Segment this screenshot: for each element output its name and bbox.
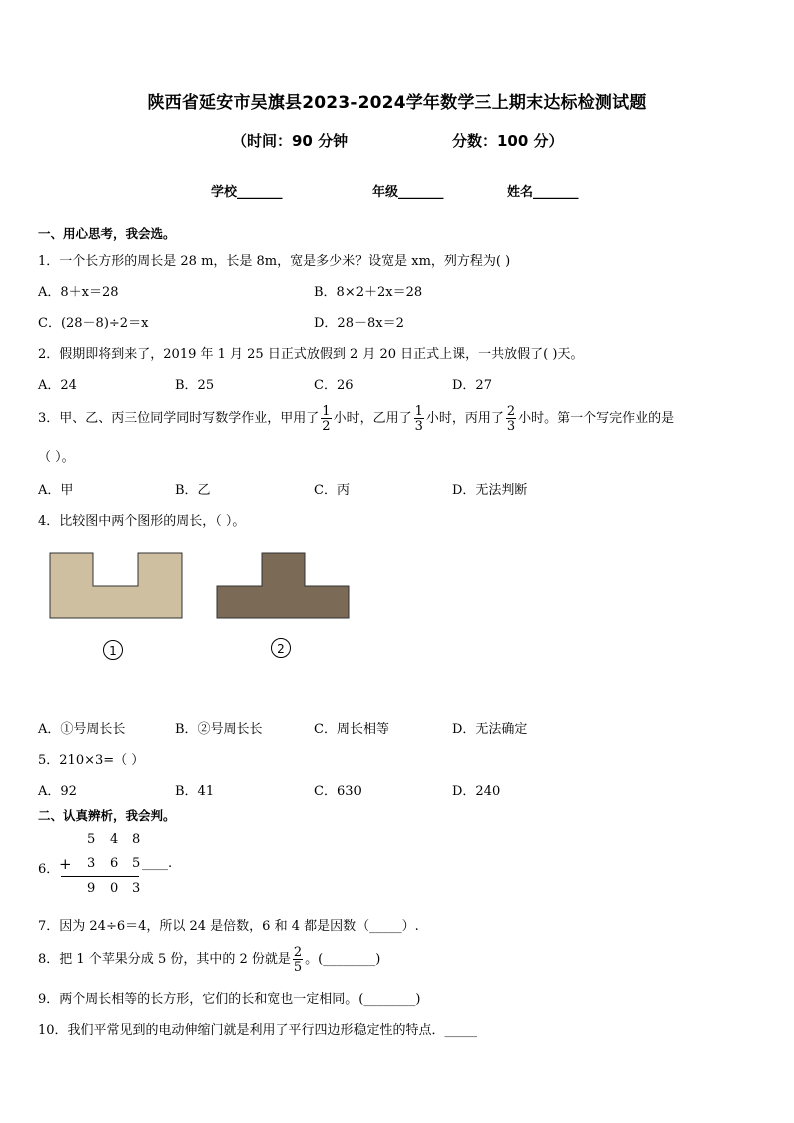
section2-heading: 二、认真辨析，我会判。	[38, 808, 176, 823]
digit: 6	[110, 856, 119, 871]
perimeter-figures	[40, 545, 370, 670]
q2-option-b: B．25	[175, 378, 215, 393]
q8-text-part1: 8．把 1 个苹果分成 5 份，其中的 2 份就是	[38, 952, 291, 967]
digit: 3	[132, 881, 141, 896]
question-1: 1．一个长方形的周长是 28 m，长是 8m，宽是多少米？设宽是 xm，列方程为( )	[38, 254, 511, 269]
q3-text-part1: 3．甲、乙、丙三位同学同时写数学作业，甲用了	[38, 411, 320, 426]
q4-option-a: A．①号周长长	[38, 722, 126, 737]
q4-option-d: D．无法确定	[452, 722, 528, 737]
q4-option-b: B．②号周长长	[175, 722, 263, 737]
digit: 5	[87, 832, 96, 847]
q3-text-part4: 小时。第一个写完作业的是	[518, 411, 675, 426]
digit: 8	[132, 832, 141, 847]
q3-option-b: B．乙	[175, 483, 211, 498]
exam-time: （时间：90 分钟	[232, 132, 349, 150]
digit: 4	[110, 832, 119, 847]
q3-text-part2: 小时，乙用了	[333, 411, 412, 426]
fraction-two-fifths: $\frac{2}{5}$	[293, 944, 303, 975]
q2-option-d: D．27	[452, 378, 492, 393]
shape-1-label: 1	[109, 644, 117, 658]
digit: 0	[110, 881, 119, 896]
question-3	[38, 400, 674, 438]
question-9: 9．两个周长相等的长方形，它们的长和宽也一定相同。(________)	[38, 992, 421, 1007]
q1-option-a: A．8＋x＝28	[38, 285, 119, 300]
exam-score: 分数：100 分）	[452, 132, 564, 150]
grade-field: 年级_______	[372, 185, 444, 200]
question-2: 2．假期即将到来了，2019 年 1 月 25 日正式放假到 2 月 20 日正式上课，一共放假了( )天。	[38, 347, 584, 362]
q2-option-c: C．26	[314, 378, 354, 393]
q3-answer-blank: （ ）。	[38, 450, 75, 465]
digit: 3	[87, 856, 96, 871]
fraction-two-thirds: $\frac{2}{3}$	[506, 403, 516, 434]
vertical-addition	[56, 830, 186, 902]
q1-option-c: C．(28－8)÷2＝x	[38, 316, 149, 331]
q2-option-a: A．24	[38, 378, 77, 393]
q4-option-c: C．周长相等	[314, 722, 389, 737]
page-title: 陕西省延安市吴旗县2023-2024学年数学三上期末达标检测试题	[147, 93, 647, 113]
q3-option-d: D．无法判断	[452, 483, 528, 498]
q5-option-d: D．240	[452, 784, 501, 799]
q3-option-a: A．甲	[38, 483, 74, 498]
question-7: 7．因为 24÷6＝4，所以 24 是倍数，6 和 4 都是因数（_____）.	[38, 919, 419, 934]
q8-text-part2: 。(________)	[305, 952, 381, 967]
digit: 9	[87, 881, 96, 896]
sum-line	[61, 876, 139, 877]
name-field: 姓名_______	[507, 185, 579, 200]
fraction-one-third: $\frac{1}{3}$	[414, 403, 423, 434]
question-5: 5．210×3=（ ）	[38, 753, 145, 768]
q5-option-b: B．41	[175, 784, 215, 799]
q1-option-d: D．28－8x＝2	[314, 316, 404, 331]
school-field: 学校_______	[211, 185, 283, 200]
question-10: 10．我们平常见到的电动伸缩门就是利用了平行四边形稳定性的特点．_____	[38, 1023, 478, 1038]
q1-option-b: B．8×2＋2x＝28	[314, 285, 423, 300]
question-4: 4．比较图中两个图形的周长，（ ）。	[38, 514, 246, 529]
digit: 5	[132, 856, 141, 871]
section1-heading: 一、用心思考，我会选。	[38, 226, 176, 241]
question-6-label: 6．	[38, 862, 60, 877]
plus-sign: +	[59, 855, 72, 873]
q3-text-part3: 小时，丙用了	[425, 411, 504, 426]
shape-2-t	[217, 553, 349, 618]
q5-option-c: C．630	[314, 784, 362, 799]
q3-option-c: C．丙	[314, 483, 350, 498]
answer-blank: ____.	[142, 856, 173, 871]
question-8	[38, 941, 380, 979]
shape-2-label: 2	[277, 642, 285, 656]
shape-1-u	[50, 553, 182, 618]
fraction-one-half: $\frac{1}{2}$	[322, 403, 331, 434]
q5-option-a: A．92	[38, 784, 77, 799]
